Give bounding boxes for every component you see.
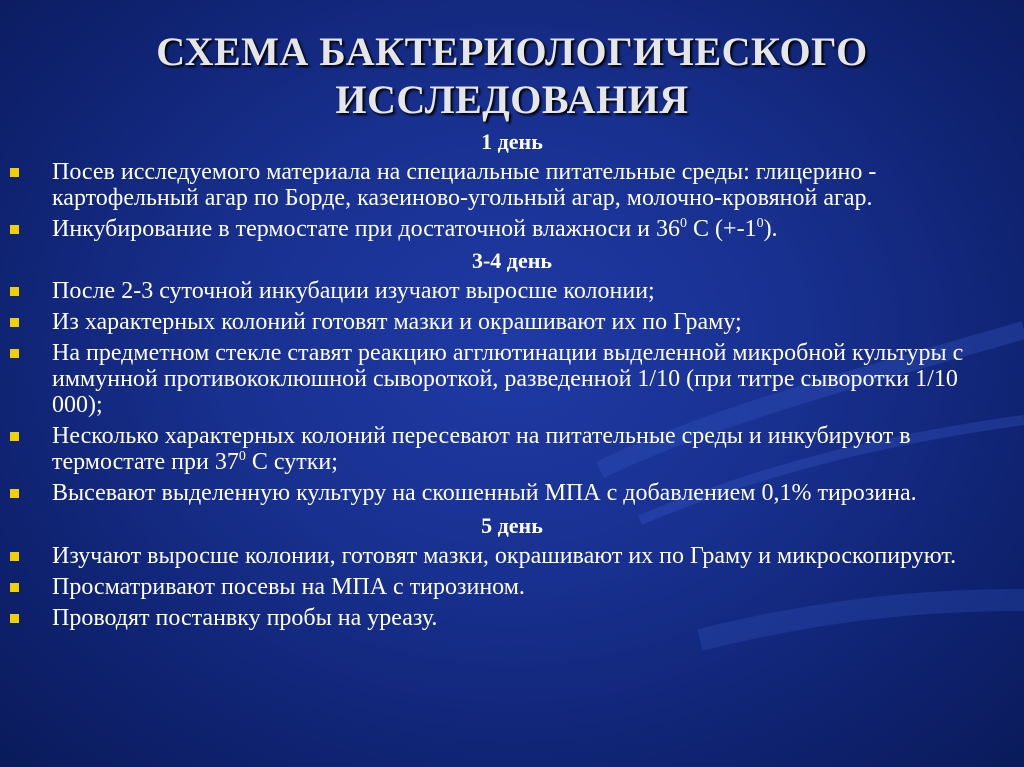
bullet-icon bbox=[10, 168, 19, 177]
item-text: Высевают выделенную культуру на скошенный МПА с добавлением 0,1% тирозина. bbox=[52, 480, 917, 506]
bullet-icon bbox=[10, 614, 19, 623]
bullet-icon bbox=[10, 318, 19, 327]
superscript: 0 bbox=[238, 449, 246, 464]
list-item bbox=[10, 216, 1014, 242]
item-text-part: С сутки; bbox=[245, 449, 338, 475]
bullet-icon bbox=[10, 552, 19, 561]
slide-content bbox=[10, 128, 1014, 636]
item-text: Изучают выросше колонии, готовят мазки, окрашивают их по Граму и микроскопируют. bbox=[52, 543, 957, 569]
item-text: После 2-3 суточной инкубации изучают выросше колонии; bbox=[52, 278, 655, 304]
superscript: 0 bbox=[756, 216, 764, 231]
list-item bbox=[10, 423, 1014, 475]
bullet-icon bbox=[10, 225, 19, 234]
list-item bbox=[10, 605, 1014, 631]
day-heading-3: 5 день bbox=[481, 513, 543, 538]
item-text: Просматривают посевы на МПА с тирозином. bbox=[52, 574, 525, 600]
list-item bbox=[10, 480, 1014, 506]
bullet-icon bbox=[10, 583, 19, 592]
title-line-1: СХЕМА БАКТЕРИОЛОГИЧЕСКОГО bbox=[156, 29, 868, 74]
item-text-part: Несколько характерных колоний пересевают на питательные среды и инкубируют в термостате при 37 bbox=[52, 423, 911, 475]
item-text-part: ). bbox=[763, 216, 778, 242]
superscript: 0 bbox=[680, 216, 688, 231]
bullet-icon bbox=[10, 489, 19, 498]
list-item bbox=[10, 159, 1014, 211]
bullet-icon bbox=[10, 287, 19, 296]
item-text-part: С (+-1 bbox=[687, 216, 757, 242]
slide-title bbox=[0, 28, 1024, 124]
list-item bbox=[10, 340, 1014, 418]
day-heading-2: 3-4 день bbox=[471, 248, 553, 273]
list-item bbox=[10, 278, 1014, 304]
item-text: Из характерных колоний готовят мазки и окрашивают их по Граму; bbox=[52, 309, 742, 335]
item-text: На предметном стекле ставят реакцию агглютинации выделенной микробной культуры с иммунной противококлюшной сывороткой, разведенной 1/10 (при титре сыворотки 1/10 000); bbox=[52, 340, 964, 418]
item-text-part: Инкубирование в термостате при достаточной влажноси и 36 bbox=[52, 216, 681, 242]
item-text: Посев исследуемого материала на специальные питательные среды: глицерино - картофельный агар по Борде, казеиново-угольный агар, молочно-кровяной агар. bbox=[52, 159, 877, 211]
title-line-2: ИССЛЕДОВАНИЯ bbox=[335, 77, 689, 122]
list-item bbox=[10, 574, 1014, 600]
list-item bbox=[10, 543, 1014, 569]
day-heading-1: 1 день bbox=[481, 129, 543, 154]
item-text: Проводят постанвку пробы на уреазу. bbox=[52, 605, 438, 631]
bullet-icon bbox=[10, 432, 19, 441]
bullet-icon bbox=[10, 349, 19, 358]
list-item bbox=[10, 309, 1014, 335]
